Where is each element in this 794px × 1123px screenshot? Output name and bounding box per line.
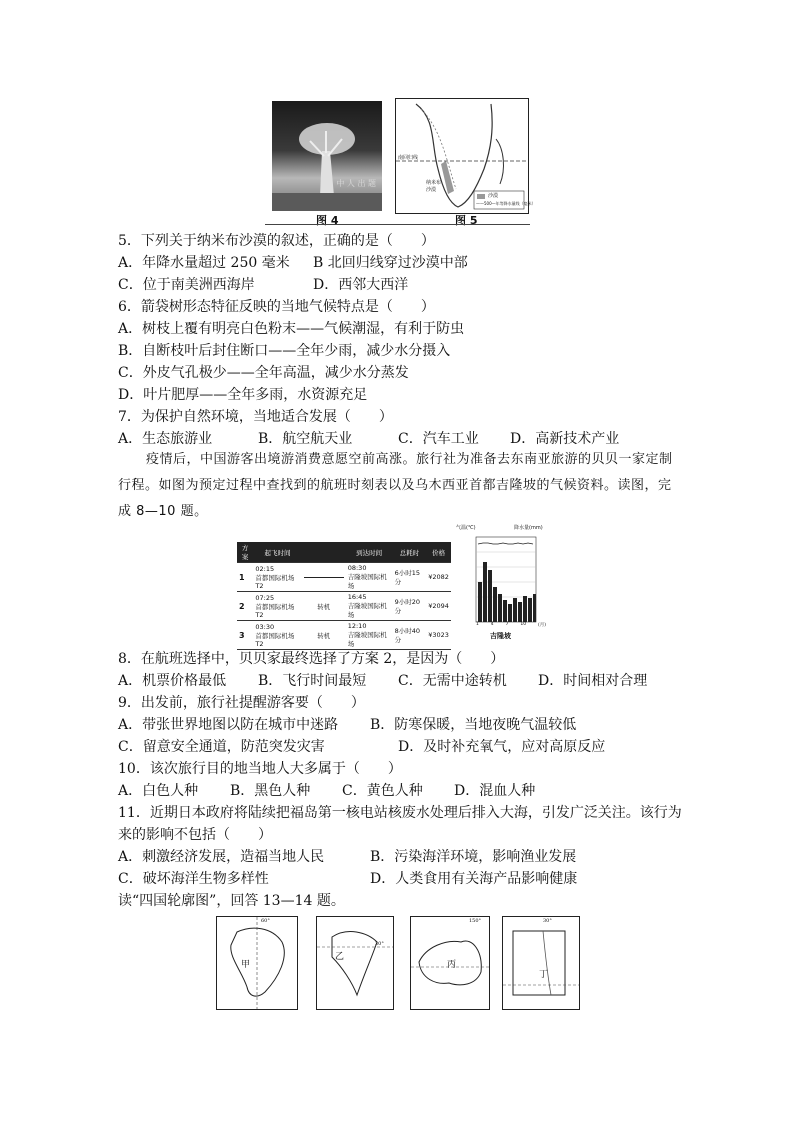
- dep-airport: 首都国际机场T2: [255, 631, 295, 648]
- q5-option-b: B 北回归线穿过沙漠中部: [313, 255, 468, 271]
- table-row: [237, 563, 451, 592]
- map-label: 丙: [447, 960, 457, 970]
- q7-option-b: B．航空航天业: [258, 431, 353, 447]
- dep-time: 02:15: [255, 564, 275, 573]
- header-dur: 总耗时: [393, 542, 427, 563]
- q9-option-c: C．留意安全通道，防范突发灾害: [118, 739, 325, 755]
- passage-8-10: 疫情后，中国游客出境游消费意愿空前高涨。旅行社为准备去东南亚旅游的贝贝一家定制行程。如图为预定过程中查找到的航班时刻表以及乌木西亚首都吉隆坡的气候资料。读图，完成 8—10 题。: [118, 452, 673, 519]
- q11-stem-line2: 来的影响不包括（ ）: [118, 827, 272, 843]
- flight-table-header: [237, 542, 451, 563]
- q6-option-a: A．树枝上覆有明亮白色粉末——气候潮湿，有利于防虫: [118, 321, 465, 337]
- arr-airport: 吉隆坡国际机场: [347, 602, 387, 619]
- map-label: 乙: [335, 952, 345, 962]
- table-row: [237, 592, 451, 621]
- price: ¥2082: [426, 563, 451, 592]
- duration: 6小时15分: [393, 563, 427, 592]
- q8-option-b: B．飞行时间最短: [258, 673, 367, 689]
- header-arr: 到达时间: [346, 542, 393, 563]
- price: ¥2094: [426, 592, 451, 621]
- price: ¥3023: [426, 621, 451, 650]
- fig5-legend-isohyet: ——500—年等降水量线（毫米）: [476, 201, 536, 206]
- climate-bars: [456, 532, 556, 632]
- header-via: [302, 542, 346, 563]
- fig4-watermark: 中 人 出 题: [336, 179, 376, 188]
- dep-time: 03:30: [255, 622, 275, 631]
- q7-option-d: D．高新技术产业: [510, 431, 620, 447]
- transfer-badge: 转机: [302, 592, 346, 621]
- map-tick: 150°: [469, 918, 482, 924]
- q7-stem: 7．为保护自然环境，当地适合发展（ ）: [118, 409, 393, 425]
- plan-number: 3: [237, 621, 253, 650]
- header-dep: 起飞时间: [253, 542, 301, 563]
- x-tick: (月): [537, 623, 546, 628]
- map-label: 甲: [241, 960, 251, 970]
- q5-option-c: C．位于南美洲西海岸: [118, 277, 255, 293]
- q11-option-d: D．人类食用有关海产品影响健康: [370, 871, 578, 887]
- map-tick: 30°: [543, 918, 552, 924]
- q6-option-c: C．外皮气孔极少——全年高温，减少水分蒸发: [118, 365, 409, 381]
- q8-option-c: C．无需中途转机: [398, 673, 507, 689]
- arr-time: 16:45: [347, 593, 367, 601]
- q7-option-a: A．生态旅游业: [118, 431, 213, 447]
- map-label: 丁: [539, 970, 549, 980]
- india-outline: [317, 917, 393, 1009]
- q8-stem: 8．在航班选择中，贝贝家最终选择了方案 2，是因为（ ）: [118, 651, 505, 667]
- climate-chart: [456, 524, 556, 642]
- quiver-tree-illustration: [272, 101, 382, 211]
- q5-option-d: D．西邻大西洋: [313, 277, 409, 293]
- country-map-yi: [316, 916, 394, 1010]
- map-tick: 60°: [261, 918, 270, 924]
- q8-option-a: A．机票价格最低: [118, 673, 227, 689]
- x-tick: 1: [476, 622, 479, 627]
- arr-time: 12:10: [347, 622, 367, 630]
- q6-option-b: B．自断枝叶后封住断口——全年少雨，减少水分摄入: [118, 343, 451, 359]
- q5-stem: 5．下列关于纳米布沙漠的叙述，正确的是（ ）: [118, 233, 435, 249]
- q5-option-a: A．年降水量超过 250 毫米: [118, 255, 290, 271]
- arr-airport: 吉隆坡国际机场: [347, 631, 387, 648]
- q10-option-d: D．混血人种: [454, 783, 536, 799]
- dep-airport: 首都国际机场T2: [255, 573, 295, 590]
- duration: 8小时40分: [393, 621, 427, 650]
- plan-number: 1: [237, 563, 253, 592]
- q11-stem-line1: 11．近期日本政府将陆续把福岛第一核电站核废水处理后排入大海，引发广泛关注。该行为: [118, 805, 682, 821]
- q10-stem: 10．该次旅行目的地当地人大多属于（ ）: [118, 761, 402, 777]
- q10-option-c: C．黄色人种: [342, 783, 423, 799]
- fig5-label-tropic: 南回归线: [398, 155, 419, 161]
- fig5-legend-desert: 沙漠: [488, 193, 499, 199]
- q10-option-a: A．白色人种: [118, 783, 199, 799]
- x-tick: 4: [490, 622, 494, 627]
- temp-axis-label: 气温(℃): [456, 525, 476, 531]
- q6-stem: 6．箭袋树形态特征反映的当地气候特点是（ ）: [118, 299, 435, 315]
- q11-option-b: B．污染海洋环境，影响渔业发展: [370, 849, 577, 865]
- egypt-outline: [503, 917, 579, 1009]
- route-line: [302, 563, 346, 592]
- q10-option-b: B．黑色人种: [230, 783, 311, 799]
- dep-time: 07:25: [255, 593, 275, 602]
- fig4-photo: [272, 101, 382, 211]
- fig5-map: [395, 98, 536, 214]
- q6-option-d: D．叶片肥厚——全年多雨，水资源充足: [118, 387, 368, 403]
- q9-option-b: B．防寒保暖，当地夜晚气温较低: [370, 717, 577, 733]
- q9-option-d: D．及时补充氧气，应对高原反应: [398, 739, 606, 755]
- x-tick: 10: [520, 622, 527, 627]
- fig5-caption: 图 5: [455, 214, 478, 227]
- q13-intro: 读“四国轮廓图”，回答 13—14 题。: [118, 893, 345, 909]
- q9-stem: 9．出发前，旅行社提醒游客要（ ）: [118, 695, 365, 711]
- figure-divider: [265, 224, 530, 225]
- duration: 9小时20分: [393, 592, 427, 621]
- map-tick: 30°: [375, 941, 384, 947]
- arr-time: 08:30: [347, 564, 367, 572]
- country-map-bing: [410, 916, 490, 1010]
- fig4-caption: 图 4: [316, 214, 339, 227]
- q8-option-d: D．时间相对合理: [538, 673, 648, 689]
- header-price: 价格: [426, 542, 451, 563]
- country-map-jia: [216, 916, 298, 1010]
- country-map-ding: [502, 916, 580, 1010]
- flight-timetable: [237, 542, 451, 648]
- q11-option-a: A．刺激经济发展，造福当地人民: [118, 849, 325, 865]
- precip-axis-label: 降水量(mm): [514, 525, 543, 531]
- header-plan: 方案: [237, 542, 253, 563]
- q11-option-c: C．破坏海洋生物多样性: [118, 871, 269, 887]
- arr-airport: 吉隆坡国际机场: [347, 573, 387, 590]
- transfer-badge: 转机: [302, 621, 346, 650]
- x-tick: 7: [505, 622, 509, 627]
- city-label: 吉隆坡: [490, 632, 511, 640]
- q7-option-c: C．汽车工业: [398, 431, 479, 447]
- table-row: [237, 621, 451, 650]
- brazil-outline: [217, 917, 297, 1009]
- q9-option-a: A．带张世界地图以防在城市中迷路: [118, 717, 339, 733]
- plan-number: 2: [237, 592, 253, 621]
- dep-airport: 首都国际机场T2: [255, 602, 295, 619]
- fig5-label-namib: 纳米布沙漠: [426, 180, 442, 193]
